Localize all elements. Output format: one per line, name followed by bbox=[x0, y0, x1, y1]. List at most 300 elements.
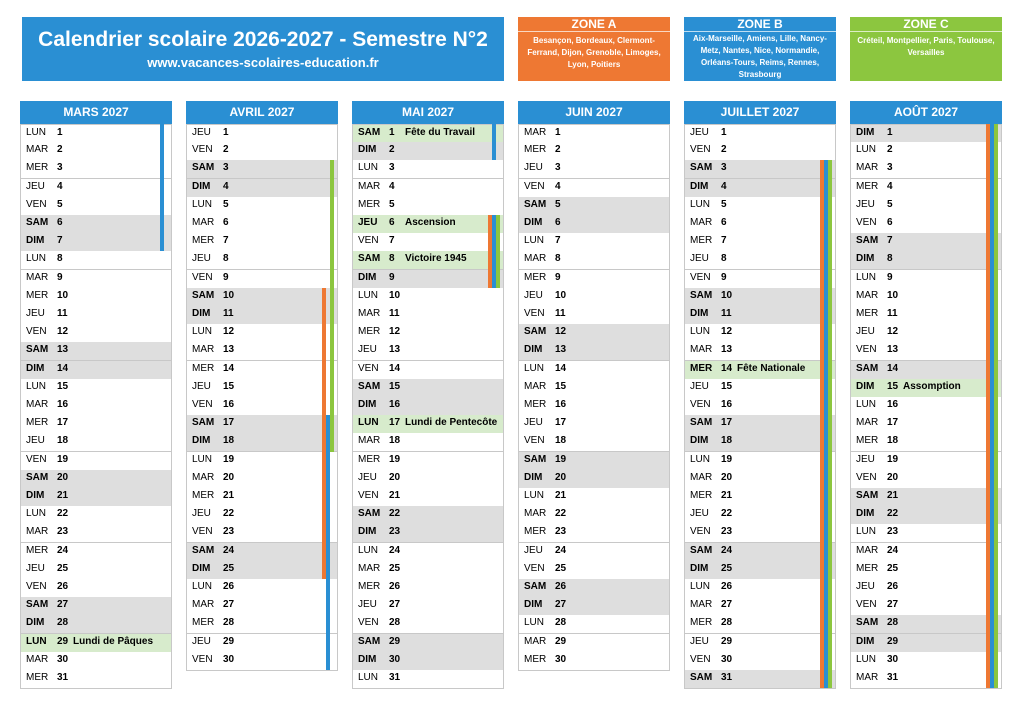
day-name: DIM bbox=[26, 490, 45, 501]
day-number: 15 bbox=[223, 380, 235, 392]
month-header: MARS 2027 bbox=[20, 101, 172, 124]
day-row bbox=[518, 561, 670, 580]
day-name: LUN bbox=[26, 127, 47, 138]
day-row bbox=[850, 488, 1002, 507]
day-name: JEU bbox=[524, 417, 543, 429]
day-number: 9 bbox=[389, 271, 395, 283]
day-name: SAM bbox=[856, 362, 879, 374]
day-row bbox=[518, 142, 670, 161]
day-row bbox=[850, 470, 1002, 489]
day-number: 3 bbox=[721, 162, 727, 174]
day-row bbox=[518, 470, 670, 489]
day-name: DIM bbox=[192, 435, 211, 447]
day-number: 23 bbox=[555, 526, 567, 538]
website-link[interactable]: www.vacances-scolaires-education.fr bbox=[147, 55, 379, 70]
day-row bbox=[518, 506, 670, 525]
day-row bbox=[186, 142, 338, 161]
day-row bbox=[20, 124, 172, 143]
day-row bbox=[20, 306, 172, 325]
day-name: DIM bbox=[856, 253, 875, 265]
day-row bbox=[850, 615, 1002, 634]
day-number: 18 bbox=[555, 435, 567, 447]
day-row bbox=[684, 124, 836, 143]
day-number: 22 bbox=[887, 508, 899, 520]
day-name: LUN bbox=[26, 635, 47, 647]
day-name: LUN bbox=[524, 617, 545, 629]
day-number: 13 bbox=[223, 344, 235, 356]
day-number: 29 bbox=[389, 635, 401, 647]
day-name: DIM bbox=[690, 308, 709, 319]
day-number: 8 bbox=[223, 253, 229, 265]
day-number: 22 bbox=[223, 508, 235, 520]
day-name: VEN bbox=[690, 144, 711, 156]
day-number: 27 bbox=[555, 599, 567, 611]
day-number: 15 bbox=[57, 380, 69, 392]
day-row bbox=[518, 306, 670, 325]
day-name: VEN bbox=[26, 581, 47, 592]
day-name: SAM bbox=[26, 344, 49, 356]
day-row bbox=[186, 215, 338, 234]
day-number: 18 bbox=[223, 435, 235, 447]
day-number: 19 bbox=[389, 453, 401, 465]
day-row bbox=[186, 342, 338, 361]
day-name: SAM bbox=[192, 544, 215, 556]
day-row bbox=[518, 597, 670, 616]
day-number: 7 bbox=[887, 235, 893, 247]
vacation-bar-zone-b bbox=[160, 124, 164, 251]
day-name: MAR bbox=[856, 162, 879, 174]
day-row bbox=[850, 597, 1002, 616]
day-number: 10 bbox=[223, 289, 235, 301]
day-name: LUN bbox=[856, 653, 877, 665]
day-number: 27 bbox=[223, 599, 235, 611]
day-number: 7 bbox=[57, 235, 63, 247]
day-number: 2 bbox=[555, 144, 561, 156]
day-row bbox=[352, 233, 504, 252]
day-name: LUN bbox=[192, 326, 213, 338]
day-name: DIM bbox=[192, 308, 211, 319]
day-name: MAR bbox=[26, 526, 49, 538]
day-number: 22 bbox=[721, 508, 733, 520]
day-name: DIM bbox=[524, 599, 543, 611]
day-name: MER bbox=[524, 526, 547, 538]
day-name: LUN bbox=[690, 581, 711, 592]
day-row bbox=[352, 342, 504, 361]
day-number: 24 bbox=[721, 544, 733, 556]
day-number: 11 bbox=[555, 308, 566, 319]
day-row bbox=[352, 324, 504, 343]
day-number: 25 bbox=[555, 562, 567, 574]
vacation-bar-zone-c bbox=[994, 124, 998, 688]
day-name: MAR bbox=[524, 127, 547, 138]
day-number: 16 bbox=[555, 399, 567, 410]
day-row bbox=[684, 415, 836, 434]
day-name: LUN bbox=[26, 380, 47, 392]
day-name: VEN bbox=[192, 144, 213, 156]
vacation-bar-zone-c bbox=[496, 215, 500, 288]
day-row bbox=[20, 342, 172, 361]
day-row bbox=[684, 506, 836, 525]
day-number: 7 bbox=[389, 235, 395, 247]
day-row bbox=[518, 433, 670, 452]
day-number: 6 bbox=[389, 217, 395, 228]
day-number: 12 bbox=[389, 326, 401, 338]
day-name: VEN bbox=[690, 271, 711, 283]
day-row bbox=[186, 615, 338, 634]
day-row bbox=[850, 306, 1002, 325]
day-name: MAR bbox=[192, 471, 215, 483]
day-number: 24 bbox=[223, 544, 235, 556]
day-row bbox=[684, 288, 836, 307]
day-name: JEU bbox=[26, 308, 45, 319]
day-name: LUN bbox=[524, 362, 545, 374]
day-row bbox=[352, 634, 504, 653]
day-number: 21 bbox=[57, 490, 69, 501]
holiday-label: Lundi de Pâques bbox=[73, 635, 154, 647]
day-name: MER bbox=[690, 490, 713, 501]
day-number: 5 bbox=[223, 198, 229, 210]
day-row bbox=[186, 470, 338, 489]
day-name: LUN bbox=[524, 490, 545, 501]
day-row bbox=[684, 543, 836, 562]
day-row bbox=[352, 506, 504, 525]
day-number: 30 bbox=[223, 653, 235, 665]
day-row bbox=[850, 524, 1002, 543]
day-name: MAR bbox=[524, 253, 547, 265]
day-name: JEU bbox=[192, 380, 211, 392]
day-name: JEU bbox=[856, 326, 875, 338]
day-name: DIM bbox=[856, 127, 875, 138]
day-name: JEU bbox=[192, 635, 211, 647]
day-row bbox=[20, 670, 172, 689]
day-number: 28 bbox=[223, 617, 235, 629]
day-number: 4 bbox=[555, 180, 561, 192]
day-name: MER bbox=[524, 271, 547, 283]
day-name: VEN bbox=[358, 235, 379, 247]
day-name: DIM bbox=[856, 508, 875, 520]
day-row bbox=[518, 452, 670, 471]
day-name: MAR bbox=[358, 308, 381, 319]
day-number: 19 bbox=[887, 453, 899, 465]
day-name: VEN bbox=[524, 562, 545, 574]
day-name: LUN bbox=[192, 581, 213, 592]
day-row bbox=[684, 197, 836, 216]
day-name: MER bbox=[690, 362, 713, 374]
day-number: 16 bbox=[389, 399, 401, 410]
day-number: 12 bbox=[57, 326, 69, 338]
day-row bbox=[352, 215, 504, 234]
day-name: MER bbox=[26, 417, 49, 429]
day-name: SAM bbox=[192, 162, 215, 174]
day-number: 12 bbox=[721, 326, 733, 338]
day-number: 11 bbox=[389, 308, 400, 319]
day-number: 14 bbox=[887, 362, 899, 374]
day-row bbox=[684, 270, 836, 289]
day-number: 28 bbox=[389, 617, 401, 629]
day-name: DIM bbox=[524, 344, 543, 356]
day-number: 15 bbox=[721, 380, 733, 392]
day-row bbox=[684, 579, 836, 598]
day-row bbox=[186, 488, 338, 507]
day-number: 11 bbox=[223, 308, 234, 319]
day-name: LUN bbox=[358, 417, 379, 429]
day-number: 5 bbox=[555, 198, 561, 210]
day-name: DIM bbox=[856, 635, 875, 647]
day-row bbox=[518, 652, 670, 671]
day-number: 14 bbox=[555, 362, 567, 374]
day-number: 21 bbox=[223, 490, 235, 501]
day-name: VEN bbox=[856, 217, 877, 228]
day-number: 24 bbox=[887, 544, 899, 556]
day-row bbox=[20, 397, 172, 416]
day-name: SAM bbox=[26, 217, 49, 228]
day-name: SAM bbox=[690, 544, 713, 556]
day-name: SAM bbox=[524, 581, 547, 592]
day-row bbox=[684, 670, 836, 689]
day-name: SAM bbox=[524, 453, 547, 465]
day-row bbox=[186, 543, 338, 562]
day-row bbox=[20, 270, 172, 289]
day-name: MAR bbox=[26, 144, 49, 156]
day-row bbox=[684, 233, 836, 252]
day-number: 31 bbox=[721, 672, 733, 683]
zone-b-cities: Aix-Marseille, Amiens, Lille, Nancy-Metz, Nantes, Nice, Normandie, Orléans-Tours, Reims, Rennes, Strasbourg bbox=[693, 34, 827, 79]
day-name: MER bbox=[856, 180, 879, 192]
day-name: MER bbox=[358, 581, 381, 592]
day-name: SAM bbox=[856, 235, 879, 247]
day-name: LUN bbox=[524, 235, 545, 247]
day-number: 12 bbox=[223, 326, 235, 338]
day-number: 30 bbox=[389, 653, 401, 665]
day-number: 1 bbox=[223, 127, 229, 138]
day-number: 23 bbox=[223, 526, 235, 538]
day-row bbox=[850, 342, 1002, 361]
day-number: 2 bbox=[887, 144, 893, 156]
day-number: 1 bbox=[389, 127, 395, 138]
day-row bbox=[518, 615, 670, 634]
day-name: MAR bbox=[26, 399, 49, 410]
vacation-bar-zone-b bbox=[492, 124, 496, 160]
day-number: 21 bbox=[887, 490, 899, 501]
day-row bbox=[20, 288, 172, 307]
day-name: LUN bbox=[358, 672, 379, 683]
day-row bbox=[352, 615, 504, 634]
day-number: 1 bbox=[887, 127, 893, 138]
day-name: SAM bbox=[192, 289, 215, 301]
day-name: LUN bbox=[690, 198, 711, 210]
vacation-bar-zone-c bbox=[330, 160, 334, 451]
day-number: 2 bbox=[57, 144, 63, 156]
day-number: 20 bbox=[555, 471, 567, 483]
day-row bbox=[850, 452, 1002, 471]
month-header: JUIN 2027 bbox=[518, 101, 670, 124]
day-name: MAR bbox=[192, 344, 215, 356]
day-number: 28 bbox=[887, 617, 899, 629]
day-number: 17 bbox=[389, 417, 401, 429]
day-name: SAM bbox=[26, 599, 49, 611]
day-name: SAM bbox=[358, 635, 381, 647]
day-name: JEU bbox=[856, 198, 875, 210]
day-name: VEN bbox=[26, 453, 47, 465]
day-number: 2 bbox=[389, 144, 395, 156]
day-number: 28 bbox=[721, 617, 733, 629]
day-row bbox=[186, 251, 338, 270]
zone-a-title: ZONE A bbox=[518, 17, 670, 32]
day-number: 21 bbox=[721, 490, 733, 501]
day-number: 1 bbox=[555, 127, 561, 138]
day-row bbox=[850, 233, 1002, 252]
day-number: 19 bbox=[555, 453, 567, 465]
day-row bbox=[850, 397, 1002, 416]
day-number: 28 bbox=[555, 617, 567, 629]
day-row bbox=[518, 270, 670, 289]
zone-b-title: ZONE B bbox=[684, 17, 836, 32]
day-row bbox=[518, 288, 670, 307]
day-name: VEN bbox=[358, 617, 379, 629]
day-number: 2 bbox=[223, 144, 229, 156]
day-name: SAM bbox=[358, 380, 381, 392]
day-number: 5 bbox=[721, 198, 727, 210]
day-name: MAR bbox=[26, 271, 49, 283]
day-number: 11 bbox=[721, 308, 732, 319]
day-row bbox=[20, 543, 172, 562]
day-row bbox=[850, 324, 1002, 343]
day-name: DIM bbox=[358, 399, 377, 410]
day-row bbox=[352, 288, 504, 307]
day-number: 18 bbox=[721, 435, 733, 447]
day-number: 4 bbox=[887, 180, 893, 192]
day-name: JEU bbox=[690, 127, 709, 138]
day-row bbox=[352, 470, 504, 489]
day-row bbox=[518, 543, 670, 562]
day-name: SAM bbox=[690, 289, 713, 301]
day-row bbox=[20, 615, 172, 634]
day-number: 29 bbox=[721, 635, 733, 647]
day-row bbox=[684, 142, 836, 161]
day-row bbox=[186, 361, 338, 380]
day-row bbox=[186, 506, 338, 525]
day-row bbox=[518, 324, 670, 343]
day-number: 5 bbox=[57, 198, 63, 210]
day-row bbox=[850, 270, 1002, 289]
day-number: 27 bbox=[389, 599, 401, 611]
day-number: 7 bbox=[721, 235, 727, 247]
day-number: 29 bbox=[555, 635, 567, 647]
day-name: SAM bbox=[856, 490, 879, 501]
day-number: 11 bbox=[887, 308, 898, 319]
day-row bbox=[684, 342, 836, 361]
day-row bbox=[518, 179, 670, 198]
day-name: JEU bbox=[856, 581, 875, 592]
day-name: JEU bbox=[358, 471, 377, 483]
zone-c-title: ZONE C bbox=[850, 17, 1002, 32]
holiday-label: Assomption bbox=[903, 380, 961, 392]
vacation-bar-zone-c bbox=[828, 160, 832, 688]
day-name: VEN bbox=[26, 326, 47, 338]
day-name: LUN bbox=[856, 399, 877, 410]
day-name: SAM bbox=[26, 471, 49, 483]
day-row bbox=[684, 524, 836, 543]
day-name: VEN bbox=[524, 180, 545, 192]
day-row bbox=[20, 197, 172, 216]
day-name: LUN bbox=[358, 544, 379, 556]
day-name: SAM bbox=[690, 672, 713, 683]
day-number: 26 bbox=[223, 581, 235, 592]
zone-a-cities: Besançon, Bordeaux, Clermont-Ferrand, Dijon, Grenoble, Limoges, Lyon, Poitiers bbox=[527, 36, 661, 69]
day-number: 29 bbox=[223, 635, 235, 647]
day-number: 9 bbox=[57, 271, 63, 283]
day-name: JEU bbox=[690, 380, 709, 392]
day-name: VEN bbox=[524, 308, 545, 319]
day-name: MER bbox=[358, 326, 381, 338]
day-number: 25 bbox=[389, 562, 401, 574]
day-row bbox=[684, 251, 836, 270]
day-row bbox=[352, 124, 504, 143]
day-number: 4 bbox=[57, 180, 63, 192]
day-number: 30 bbox=[555, 653, 567, 665]
day-name: JEU bbox=[26, 562, 45, 574]
day-name: MER bbox=[856, 435, 879, 447]
day-name: DIM bbox=[690, 435, 709, 447]
day-number: 3 bbox=[57, 162, 63, 174]
day-number: 22 bbox=[555, 508, 567, 520]
day-name: LUN bbox=[26, 508, 47, 520]
day-number: 14 bbox=[223, 362, 235, 374]
day-row bbox=[518, 342, 670, 361]
day-number: 24 bbox=[555, 544, 567, 556]
day-name: MER bbox=[358, 453, 381, 465]
day-name: MAR bbox=[856, 417, 879, 429]
day-row bbox=[20, 233, 172, 252]
day-number: 23 bbox=[57, 526, 69, 538]
day-name: VEN bbox=[524, 435, 545, 447]
holiday-label: Fête du Travail bbox=[405, 127, 476, 138]
day-number: 15 bbox=[555, 380, 567, 392]
day-number: 27 bbox=[721, 599, 733, 611]
day-row bbox=[186, 597, 338, 616]
day-row bbox=[518, 415, 670, 434]
day-number: 24 bbox=[389, 544, 401, 556]
zone-b-box bbox=[684, 17, 836, 81]
day-number: 26 bbox=[721, 581, 733, 592]
day-row bbox=[684, 615, 836, 634]
zone-c-box bbox=[850, 17, 1002, 81]
day-name: VEN bbox=[690, 526, 711, 538]
day-row bbox=[684, 160, 836, 179]
day-number: 15 bbox=[887, 380, 899, 392]
day-row bbox=[186, 179, 338, 198]
day-row bbox=[186, 270, 338, 289]
day-row bbox=[684, 179, 836, 198]
day-row bbox=[352, 452, 504, 471]
day-name: DIM bbox=[358, 271, 377, 283]
day-number: 8 bbox=[887, 253, 893, 265]
day-row bbox=[684, 597, 836, 616]
day-name: MER bbox=[856, 562, 879, 574]
day-name: VEN bbox=[856, 471, 877, 483]
day-number: 16 bbox=[887, 399, 899, 410]
day-name: MER bbox=[524, 399, 547, 410]
day-number: 16 bbox=[223, 399, 235, 410]
day-row bbox=[20, 506, 172, 525]
day-row bbox=[186, 652, 338, 671]
day-row bbox=[850, 251, 1002, 270]
day-name: SAM bbox=[524, 198, 547, 210]
day-row bbox=[20, 179, 172, 198]
day-number: 9 bbox=[223, 271, 229, 283]
day-number: 10 bbox=[887, 289, 899, 301]
day-row bbox=[684, 306, 836, 325]
